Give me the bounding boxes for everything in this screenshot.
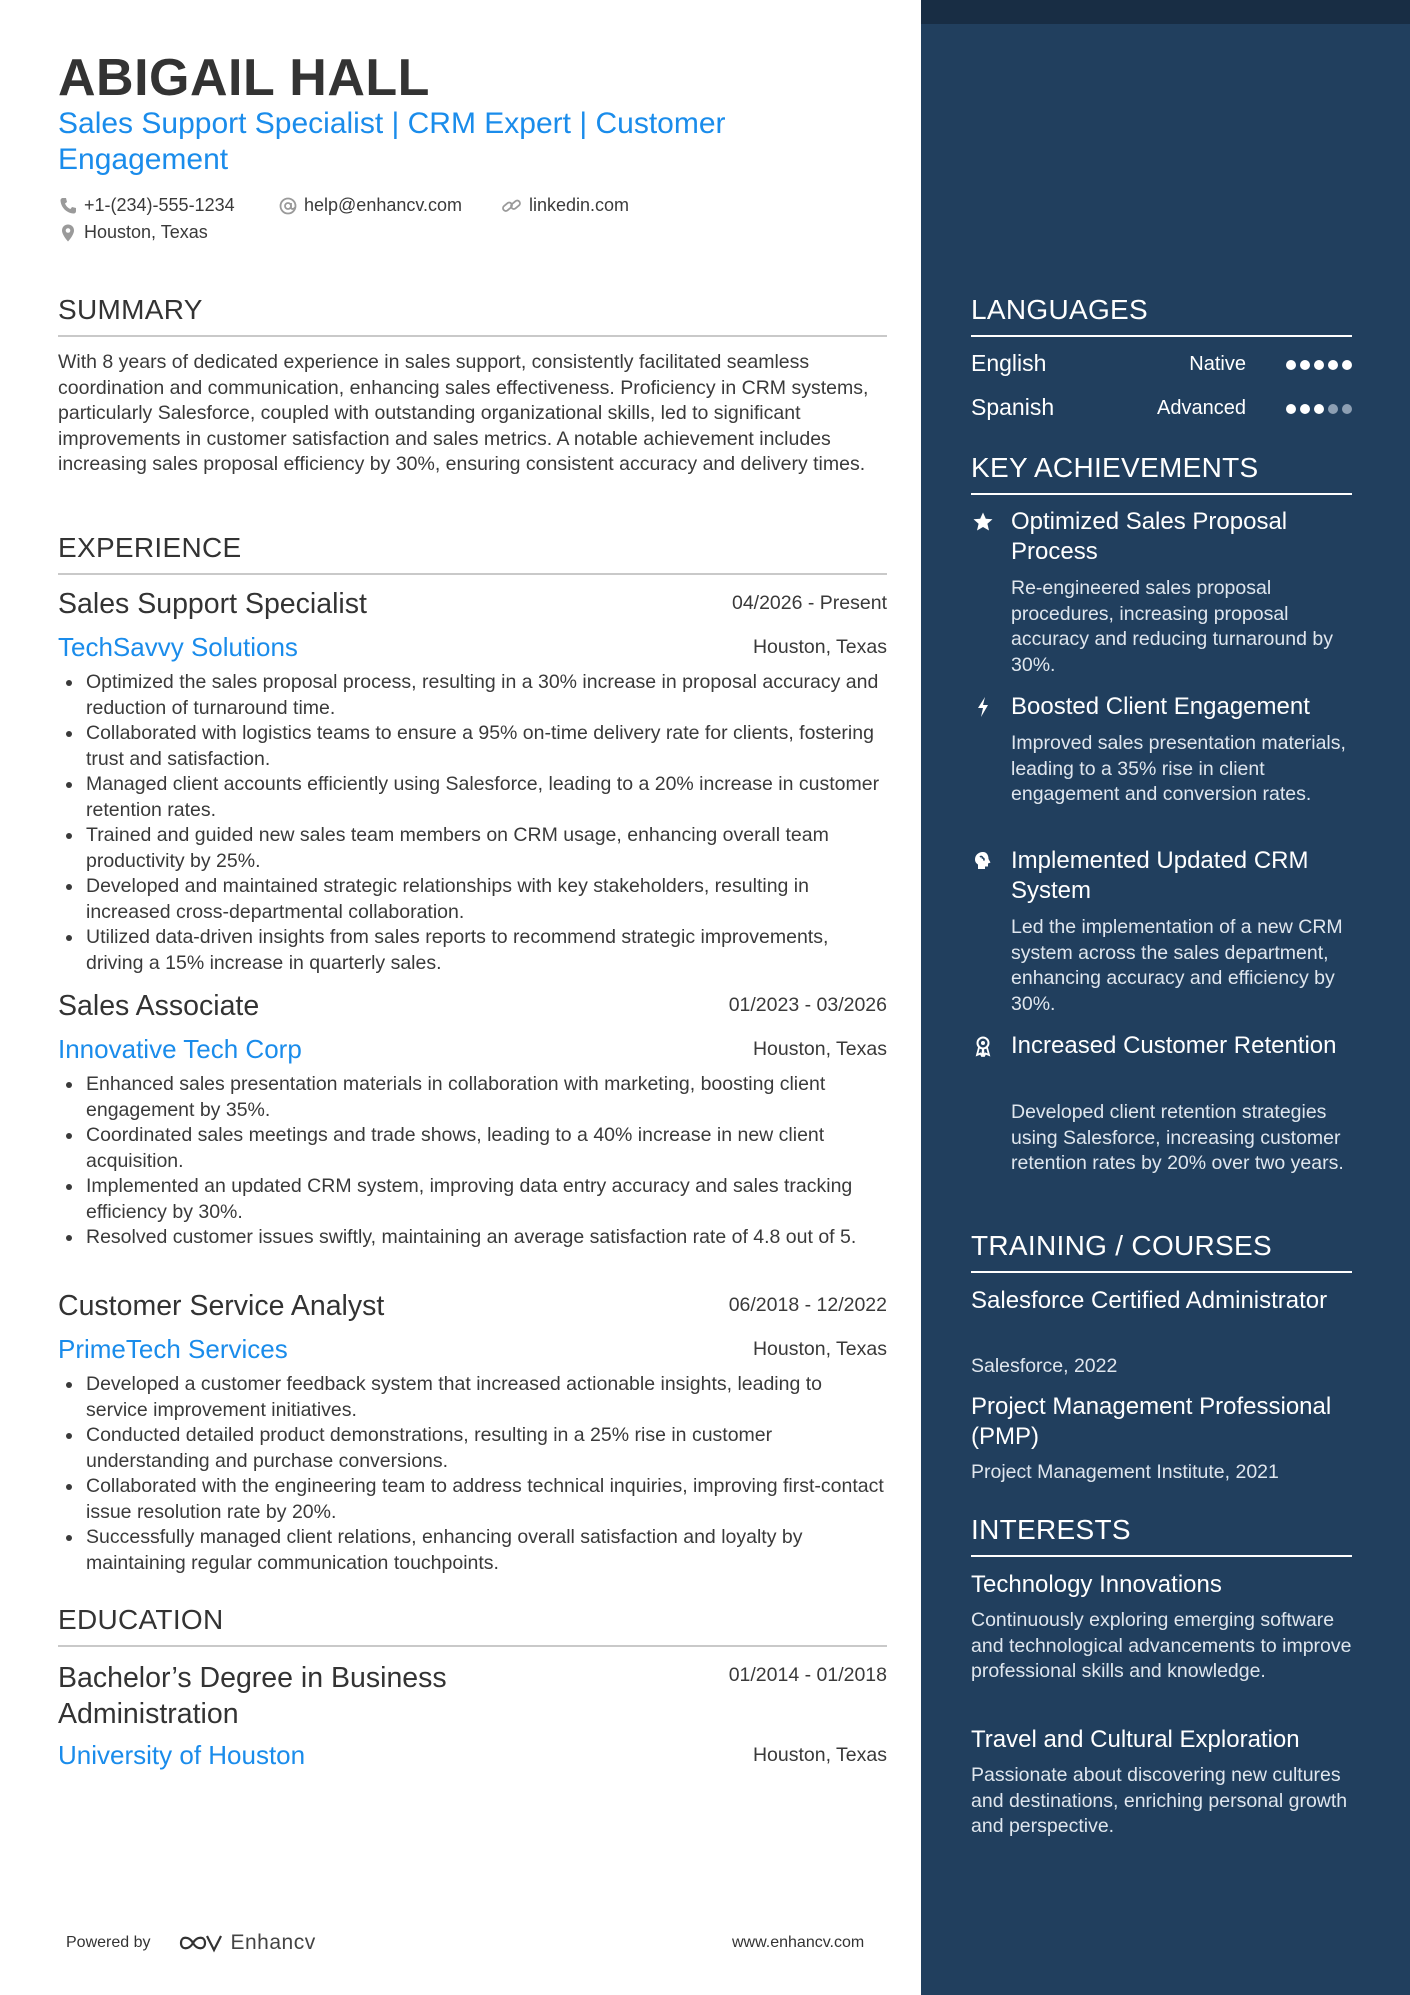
language-rating bbox=[1286, 360, 1352, 370]
education-dates: 01/2014 - 01/2018 bbox=[728, 1664, 887, 1686]
education-degree: Bachelor’s Degree in Business Administration bbox=[58, 1662, 447, 1730]
education-location: Houston, Texas bbox=[752, 1744, 887, 1766]
training-heading: TRAINING / COURSES bbox=[971, 1230, 1352, 1273]
achievement-desc: Led the implementation of a new CRM system across the sales department, enhancing accuracy and efficiency by 30%. bbox=[1011, 916, 1343, 1015]
email-contact[interactable] bbox=[278, 195, 462, 216]
training-provider: Project Management Institute, 2021 bbox=[971, 1461, 1279, 1483]
candidate-headline: Sales Support Specialist | CRM Expert | Customer Engagement bbox=[58, 107, 726, 176]
language-level: Native bbox=[1189, 353, 1246, 375]
rating-dot bbox=[1286, 404, 1296, 414]
footer-url[interactable]: www.enhancv.com bbox=[732, 1934, 865, 1951]
rating-dot bbox=[1342, 360, 1352, 370]
language-rating bbox=[1286, 404, 1352, 414]
link-icon bbox=[501, 196, 523, 216]
interest-desc: Passionate about discovering new cultures and destinations, enriching personal growth and perspective. bbox=[971, 1764, 1348, 1837]
list-item: Utilized data-driven insights from sales reports to recommend strategic improvements, driving a 15% increase in quarterly sales. bbox=[58, 925, 887, 976]
list-item: Developed and maintained strategic relationships with key stakeholders, resulting in increased cross-departmental collaboration. bbox=[58, 874, 887, 925]
sidebar-top-band bbox=[921, 0, 1410, 24]
language-name: Spanish bbox=[971, 394, 1055, 420]
job-location: Houston, Texas bbox=[752, 636, 887, 658]
location-pin-icon bbox=[58, 223, 78, 243]
job-dates: 04/2026 - Present bbox=[731, 592, 887, 614]
email-text: help@enhancv.com bbox=[304, 195, 463, 215]
job-title: Customer Service Analyst bbox=[58, 1290, 385, 1322]
achievement-desc: Re-engineered sales proposal procedures, increasing proposal accuracy and reducing turnaround by 30%. bbox=[1011, 577, 1333, 676]
enhancv-brand-text: Enhancv bbox=[230, 1931, 316, 1954]
list-item: Collaborated with the engineering team to address technical inquiries, improving first-contact issue resolution rate by 20%. bbox=[58, 1474, 887, 1525]
interests-heading: INTERESTS bbox=[971, 1514, 1352, 1557]
job-location: Houston, Texas bbox=[752, 1338, 887, 1360]
list-item: Trained and guided new sales team members on CRM usage, enhancing overall team productivity by 25%. bbox=[58, 823, 887, 874]
list-item: Resolved customer issues swiftly, maintaining an average satisfaction rate of 4.8 out of 5. bbox=[58, 1225, 887, 1251]
footer-powered-by bbox=[66, 1930, 316, 1956]
rating-dot bbox=[1300, 360, 1310, 370]
job-location: Houston, Texas bbox=[752, 1038, 887, 1060]
achievement-title: Optimized Sales Proposal Process bbox=[1011, 508, 1288, 565]
list-item: Implemented an updated CRM system, improving data entry accuracy and sales tracking efficiency by 30%. bbox=[58, 1174, 887, 1225]
award-icon bbox=[971, 1034, 995, 1058]
education-school: University of Houston bbox=[58, 1740, 306, 1770]
job-company: TechSavvy Solutions bbox=[58, 632, 298, 662]
list-item: Collaborated with logistics teams to ensure a 95% on-time delivery rate for clients, fostering trust and satisfaction. bbox=[58, 721, 887, 772]
job-dates: 06/2018 - 12/2022 bbox=[728, 1294, 887, 1316]
brain-icon bbox=[971, 849, 995, 873]
rating-dot-empty bbox=[1328, 404, 1338, 414]
phone-text: +1-(234)-555-1234 bbox=[84, 195, 235, 215]
rating-dot bbox=[1300, 404, 1310, 414]
rating-dot bbox=[1314, 404, 1324, 414]
job-title: Sales Associate bbox=[58, 990, 260, 1022]
training-title: Salesforce Certified Administrator bbox=[971, 1287, 1328, 1314]
enhancv-logo-icon bbox=[177, 1930, 225, 1956]
summary-heading: SUMMARY bbox=[58, 294, 887, 337]
job-company: PrimeTech Services bbox=[58, 1334, 288, 1364]
job-bullets bbox=[58, 1372, 887, 1576]
achievement-desc: Improved sales presentation materials, leading to a 35% rise in client engagement and conversion rates. bbox=[1011, 732, 1346, 805]
interest-title: Travel and Cultural Exploration bbox=[971, 1726, 1300, 1753]
list-item: Managed client accounts efficiently using Salesforce, leading to a 20% increase in customer retention rates. bbox=[58, 772, 887, 823]
rating-dot bbox=[1328, 360, 1338, 370]
job-title: Sales Support Specialist bbox=[58, 588, 367, 620]
linkedin-text: linkedin.com bbox=[529, 195, 630, 215]
job-bullets bbox=[58, 670, 887, 976]
achievement-desc: Developed client retention strategies using Salesforce, increasing customer retention rates by 20% over two years. bbox=[1011, 1101, 1344, 1174]
job-bullets bbox=[58, 1072, 887, 1251]
education-heading: EDUCATION bbox=[58, 1604, 887, 1647]
achievement-title: Boosted Client Engagement bbox=[1011, 693, 1310, 720]
list-item: Developed a customer feedback system that increased actionable insights, leading to service improvement initiatives. bbox=[58, 1372, 887, 1423]
phone-contact[interactable] bbox=[58, 195, 235, 216]
achievement-title: Increased Customer Retention bbox=[1011, 1032, 1337, 1059]
location-text: Houston, Texas bbox=[84, 222, 208, 242]
at-icon bbox=[278, 196, 298, 216]
job-company: Innovative Tech Corp bbox=[58, 1034, 302, 1064]
sidebar bbox=[921, 0, 1410, 1995]
job-dates: 01/2023 - 03/2026 bbox=[728, 994, 887, 1016]
list-item: Conducted detailed product demonstrations, resulting in a 25% rise in customer understanding and purchase conversions. bbox=[58, 1423, 887, 1474]
list-item: Enhanced sales presentation materials in collaboration with marketing, boosting client engagement by 35%. bbox=[58, 1072, 887, 1123]
star-icon bbox=[971, 510, 995, 534]
list-item: Successfully managed client relations, enhancing overall satisfaction and loyalty by maintaining regular communication touchpoints. bbox=[58, 1525, 887, 1576]
list-item: Coordinated sales meetings and trade shows, leading to a 40% increase in new client acquisition. bbox=[58, 1123, 887, 1174]
location-contact bbox=[58, 222, 208, 243]
interest-desc: Continuously exploring emerging software and technological advancements to improve professional skills and knowledge. bbox=[971, 1609, 1352, 1682]
language-level: Advanced bbox=[1157, 397, 1246, 419]
experience-heading: EXPERIENCE bbox=[58, 532, 887, 575]
achievement-title: Implemented Updated CRM System bbox=[1011, 847, 1309, 904]
candidate-name: ABIGAIL HALL bbox=[58, 49, 430, 107]
powered-by-label: Powered by bbox=[66, 1934, 151, 1951]
list-item: Optimized the sales proposal process, resulting in a 30% increase in proposal accuracy and reduction of turnaround time. bbox=[58, 670, 887, 721]
rating-dot bbox=[1286, 360, 1296, 370]
linkedin-contact[interactable] bbox=[501, 195, 629, 216]
training-provider: Salesforce, 2022 bbox=[971, 1355, 1118, 1377]
language-name: English bbox=[971, 350, 1047, 376]
achievements-heading: KEY ACHIEVEMENTS bbox=[971, 452, 1352, 495]
phone-icon bbox=[58, 196, 78, 216]
training-title: Project Management Professional (PMP) bbox=[971, 1393, 1332, 1450]
languages-heading: LANGUAGES bbox=[971, 294, 1352, 337]
rating-dot-empty bbox=[1342, 404, 1352, 414]
rating-dot bbox=[1314, 360, 1324, 370]
lightning-icon bbox=[971, 695, 995, 719]
summary-text: With 8 years of dedicated experience in sales support, consistently facilitated seamless coordination and communication, enhancing sales effectiveness. Proficiency in CRM systems, particularly Salesforce, coupled with outstanding organizational skills, led to significant improvements in customer satisfaction and sales metrics. A notable achievement includes increasing sales proposal efficiency by 30%, ensuring consistent accuracy and delivery times. bbox=[58, 351, 869, 475]
interest-title: Technology Innovations bbox=[971, 1571, 1222, 1598]
